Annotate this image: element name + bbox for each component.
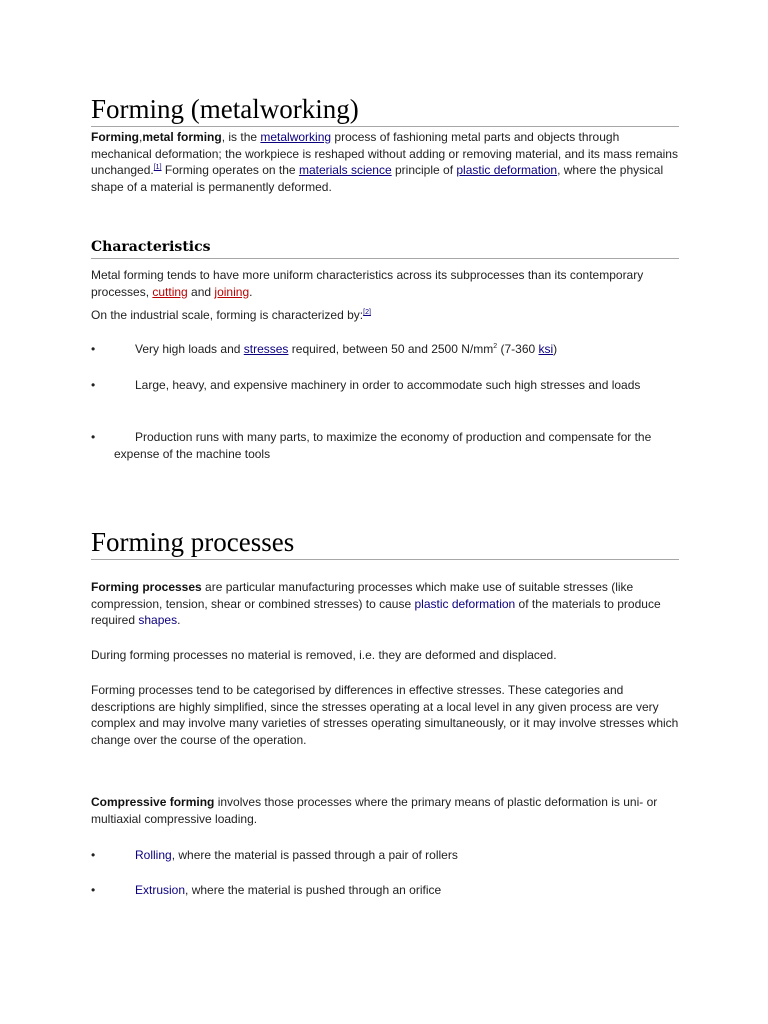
text-span: Very high loads and: [135, 342, 244, 356]
section-heading-forming-processes: Forming processes: [91, 526, 679, 560]
term-forming: Forming: [91, 130, 139, 144]
bullet-dot: •: [91, 883, 96, 897]
text-span: principle of: [391, 163, 457, 177]
industrial-scale-paragraph: [91, 307, 679, 324]
text-span: Forming operates on the: [161, 163, 299, 177]
link-plastic-deformation[interactable]: plastic deformation: [456, 163, 558, 177]
text-span: .: [249, 284, 253, 299]
categorised-paragraph: Forming processes tend to be categorised by differences in effective stresses. These categories and descriptions are highly simplified, since the stresses operating at a local level in any given process are very complex and may involve many varieties of stresses operating simultaneously, or it may involve stresses which change over the course of the operation.: [91, 683, 679, 747]
forming-processes-paragraph: [91, 579, 679, 629]
link-rolling[interactable]: Rolling: [135, 848, 172, 862]
term-forming-processes: Forming processes: [91, 580, 202, 594]
link-materials-science[interactable]: materials science: [298, 163, 392, 177]
link-joining[interactable]: joining: [214, 284, 250, 299]
link-shapes[interactable]: shapes: [138, 613, 178, 627]
text-span: (7-360: [497, 342, 539, 356]
text-span: , where the material is passed through a pair of rollers: [171, 848, 458, 862]
text-span: and: [187, 284, 215, 299]
list-item: [91, 429, 679, 462]
text-span: process of fashioning metal parts and objects through mechanical deformation; the workpiece is reshaped without adding or removing material, and its mass remains unchanged.: [91, 130, 678, 177]
text-span: are particular manufacturing processes which make use of suitable stresses (like compression, tension, shear or combined stresses) to cause: [91, 580, 634, 611]
text-span: ): [553, 342, 558, 356]
list-item: [91, 847, 679, 864]
page-title: Forming (metalworking): [91, 93, 679, 127]
list-item: [91, 377, 679, 394]
link-metalworking[interactable]: metalworking: [260, 130, 332, 144]
compressive-forming-paragraph: [91, 794, 679, 827]
text-span: , is the: [221, 130, 261, 144]
no-material-removed-paragraph: During forming processes no material is removed, i.e. they are deformed and displaced.: [91, 648, 557, 662]
bullet-dot: •: [91, 342, 96, 356]
reference-2[interactable]: [2]: [363, 309, 371, 316]
text-sep: ,: [139, 130, 143, 144]
characteristics-paragraph: [91, 267, 679, 300]
text-span: involves those processes where the primary means of plastic deformation is uni- or multiaxial compressive loading.: [91, 795, 658, 826]
link-extrusion[interactable]: Extrusion: [135, 883, 186, 897]
link-cutting[interactable]: cutting: [152, 284, 188, 299]
text-span: , where the material is pushed through an orifice: [185, 883, 442, 897]
text-span: Metal forming tends to have more uniform characteristics across its subprocesses than its contemporary processes,: [91, 268, 644, 299]
text-span: .: [177, 613, 181, 627]
link-stresses[interactable]: stresses: [243, 342, 289, 356]
text-span: of the materials to produce required: [91, 596, 661, 627]
list-item-text: [91, 341, 679, 358]
link-plastic-deformation-2[interactable]: plastic deformation: [414, 596, 516, 611]
list-item: [91, 341, 679, 358]
list-item-text: [91, 847, 679, 864]
link-ksi[interactable]: ksi: [538, 342, 554, 356]
list-item-text: [91, 882, 679, 899]
section-heading-characteristics: Characteristics: [91, 237, 679, 259]
bullet-dot: •: [91, 848, 96, 862]
text-span: required, between 50 and 2500 N/mm: [288, 342, 494, 356]
reference-1[interactable]: [1]: [153, 164, 162, 171]
list-item-text: Large, heavy, and expensive machinery in order to accommodate such high stresses and loads: [135, 378, 641, 392]
intro-paragraph: [91, 129, 679, 195]
bullet-dot: •: [91, 378, 96, 392]
term-metal-forming: metal forming: [142, 130, 222, 144]
text-span: , where the physical shape of a material is permanently deformed.: [91, 163, 664, 194]
list-item-text: Production runs with many parts, to maximize the economy of production and compensate for the expense of the machine tools: [114, 430, 652, 461]
bullet-dot: •: [91, 430, 96, 444]
list-item: [91, 882, 679, 899]
term-compressive-forming: Compressive forming: [91, 795, 215, 809]
text-span: On the industrial scale, forming is characterized by:: [91, 308, 364, 322]
superscript-2: 2: [493, 343, 498, 350]
